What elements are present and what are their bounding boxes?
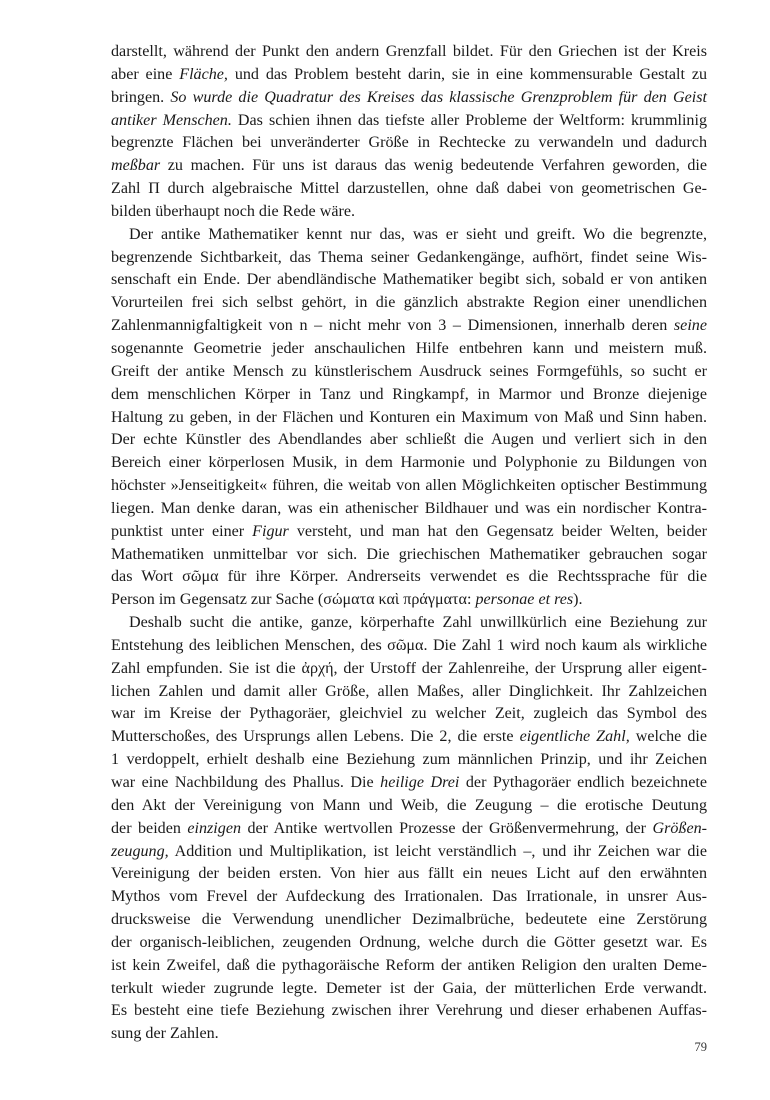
emphasis-text: meßbar	[111, 157, 161, 175]
text-run: Mathematiken unmittelbar vor sich. Die griechischen Mathematiker gebrauchen sogar	[111, 545, 707, 563]
text-line	[111, 338, 707, 361]
text-run: aber eine	[111, 65, 180, 83]
paragraph	[111, 224, 707, 612]
text-run: der beiden	[111, 819, 188, 837]
text-line	[111, 932, 707, 955]
text-line	[111, 863, 707, 886]
text-run: Mythos vom Frevel der Aufdeckung des Irrationalen. Das Irrationale, in unsrer Aus-	[111, 888, 707, 906]
text-run: welche die	[629, 728, 707, 746]
text-run: ).	[573, 591, 583, 609]
text-line	[111, 795, 707, 818]
text-line	[111, 475, 707, 498]
text-run: liegen. Man denke daran, was ein athenischer Bildhauer und was ein nordischer Kontra-	[111, 499, 707, 517]
text-line	[111, 612, 707, 635]
text-line	[111, 681, 707, 704]
text-run: der Antike wertvollen Prozesse der Größenvermehrung, der	[241, 819, 653, 837]
text-line	[111, 498, 707, 521]
text-line	[111, 224, 707, 247]
text-line	[111, 635, 707, 658]
text-line	[111, 407, 707, 430]
text-run: versteht, und man hat den Gegensatz beider Welten, beider	[288, 522, 707, 540]
text-run: der Pythagoräer endlich bezeichnete	[459, 774, 707, 791]
text-run: dem menschlichen Körper in Tanz und Ringkampf, in Marmor und Bronze diejenige	[111, 385, 707, 403]
text-run: Der echte Künstler des Abendlandes aber schließt die Augen und verliert sich in den	[111, 431, 707, 449]
text-line	[111, 1023, 707, 1046]
text-run: bringen.	[111, 88, 171, 106]
text-run: zu machen. Für uns ist daraus das wenig bedeutende Verfahren geworden, die	[160, 157, 707, 175]
text-line	[111, 886, 707, 909]
text-line	[111, 978, 707, 1001]
text-run: terkult wieder zugrunde legte. Demeter ist der Gaia, der mütterlichen Erde verwandt.	[111, 979, 707, 997]
text-run: Mutterschoßes, des Ursprungs allen Lebens. Die 2, die erste	[111, 728, 520, 746]
emphasis-text: Größen-	[652, 819, 707, 837]
text-run: Zahl empfunden. Sie ist die ἀρχή, der Urstoff der Zahlenreihe, der Ursprung aller eigent-	[111, 659, 707, 677]
text-run: Addition und Multiplikation, ist leicht verständlich –, und ihr Zeichen war die	[168, 842, 707, 860]
emphasis-text: seine	[673, 317, 707, 335]
text-line	[111, 841, 707, 864]
text-run: darstellt, während der Punkt den andern Grenzfall bildet. Für den Griechen ist der Kreis	[111, 43, 707, 60]
emphasis-text: Fläche,	[179, 65, 228, 83]
text-line	[111, 589, 707, 612]
text-line	[111, 955, 707, 978]
text-run: den Akt der Vereinigung von Mann und Weib, die Zeugung – die erotische Deutung	[111, 796, 707, 814]
text-line	[111, 292, 707, 315]
text-line	[111, 361, 707, 384]
text-run: Zahlenmannigfaltigkeit von n – nicht mehr von 3 – Dimensionen, innerhalb deren	[111, 317, 674, 335]
text-run: und das Problem besteht darin, sie in eine kommensurable Gestalt zu	[227, 65, 708, 83]
text-run: Der antike Mathematiker kennt nur das, was er sieht und greift. Wo die begrenzte,	[129, 225, 707, 243]
text-line	[111, 41, 707, 64]
text-line	[111, 155, 707, 178]
emphasis-text: Figur	[252, 522, 289, 540]
text-run: Deshalb sucht die antike, ganze, körperhafte Zahl unwillkürlich eine Beziehung zur	[129, 614, 707, 632]
text-line	[111, 247, 707, 270]
text-run: höchster »Jenseitigkeit« führen, die weitab von allen Möglichkeiten optischer Bestimmung	[111, 477, 707, 495]
text-line	[111, 178, 707, 201]
text-line	[111, 703, 707, 726]
text-line	[111, 315, 707, 338]
emphasis-text: zeugung,	[111, 842, 169, 860]
text-line	[111, 818, 707, 841]
text-line	[111, 909, 707, 932]
text-line	[111, 749, 707, 772]
text-line	[111, 658, 707, 681]
text-run: bilden überhaupt noch die Rede wäre.	[111, 202, 355, 220]
text-run: ist kein Zweifel, daß die pythagoräische Reform der antiken Religion den uralten Deme-	[111, 956, 707, 974]
text-line	[111, 384, 707, 407]
text-line	[111, 726, 707, 749]
text-line	[111, 64, 707, 87]
text-run: Entstehung des leiblichen Menschen, des σῶμα. Die Zahl 1 wird noch kaum als wirkliche	[111, 636, 707, 654]
text-run: 1 verdoppelt, erhielt deshalb eine Beziehung zum männlichen Prinzip, und ihr Zeichen	[111, 751, 707, 769]
text-run: punktist unter einer	[111, 522, 253, 540]
text-run: Greift der antike Mensch zu künstlerischem Ausdruck seines Formgefühls, so sucht er	[111, 362, 707, 380]
text-line	[111, 269, 707, 292]
text-run: war eine Nachbildung des Phallus. Die	[111, 774, 381, 791]
text-run: sung der Zahlen.	[111, 1025, 219, 1043]
text-run: Zahl Π durch algebraische Mittel darzustellen, ohne daß dabei von geometrischen Ge-	[111, 180, 707, 198]
paragraph	[111, 41, 707, 224]
text-run: das Wort σῶμα für ihre Körper. Andrerseits verwendet es die Rechtssprache für die	[111, 568, 707, 586]
text-run: Es besteht eine tiefe Beziehung zwischen ihrer Verehrung und dieser erhabenen Auffas-	[111, 1002, 707, 1020]
text-run: Vorurteilen frei sich selbst gehört, in die gänzlich abstrakte Region einer unendlichen	[111, 294, 707, 312]
text-run: drucksweise die Verwendung unendlicher Dezimalbrüche, bedeutete eine Zerstörung	[111, 911, 707, 929]
text-run: lichen Zahlen und damit aller Größe, allen Maßes, aller Dinglichkeit. Ihr Zahlzeichen	[111, 682, 707, 700]
emphasis-text: So wurde die Quadratur des Kreises das klassische Grenzproblem für den Geist	[170, 88, 707, 106]
text-run: begrenzte Flächen bei unveränderter Größe in Rechtecke zu verwandeln und dadurch	[111, 134, 707, 152]
text-run: Bereich einer körperlosen Musik, in dem Harmonie und Polyphonie zu Bildungen von	[111, 454, 707, 472]
emphasis-text: heilige Drei	[380, 774, 460, 791]
emphasis-text: personae et res	[475, 591, 574, 609]
text-line	[111, 201, 707, 224]
paragraph	[111, 612, 707, 1046]
text-run: sogenannte Geometrie jeder anschaulichen Hilfe entbehren kann und meistern muß.	[111, 339, 707, 357]
text-run: begrenzende Sichtbarkeit, das Thema seiner Gedankengänge, aufhört, findet seine Wis-	[111, 248, 707, 266]
text-run: Das schien ihnen das tiefste aller Probleme der Weltform: krummlinig	[231, 111, 707, 129]
emphasis-text: eigentliche Zahl,	[519, 728, 630, 746]
text-line	[111, 521, 707, 544]
text-run: Person im Gegensatz zur Sache (σώματα καὶ πράγματα:	[111, 591, 476, 609]
text-line	[111, 544, 707, 567]
text-line	[111, 429, 707, 452]
text-line	[111, 566, 707, 589]
emphasis-text: antiker Menschen.	[111, 111, 232, 129]
page-number: 79	[694, 1040, 707, 1054]
text-run: Haltung zu geben, in der Flächen und Konturen ein Maximum von Maß und Sinn haben.	[111, 408, 707, 426]
text-run: senschaft ein Ende. Der abendländische Mathematiker begibt sich, sobald er von antiken	[111, 271, 707, 289]
text-line	[111, 110, 707, 133]
text-line	[111, 1000, 707, 1023]
text-run: war im Kreise der Pythagoräer, gleichviel zu welcher Zeit, zugleich das Symbol des	[111, 705, 707, 723]
body-text	[111, 41, 707, 1046]
text-run: Vereinigung der beiden ersten. Von hier aus fällt ein neues Licht auf den erwähnten	[111, 865, 707, 883]
text-run: der organisch-leiblichen, zeugenden Ordnung, welche durch die Götter gesetzt war. Es	[111, 933, 707, 951]
text-line	[111, 772, 707, 795]
emphasis-text: einzigen	[187, 819, 242, 837]
text-line	[111, 452, 707, 475]
text-line	[111, 87, 707, 110]
text-line	[111, 132, 707, 155]
